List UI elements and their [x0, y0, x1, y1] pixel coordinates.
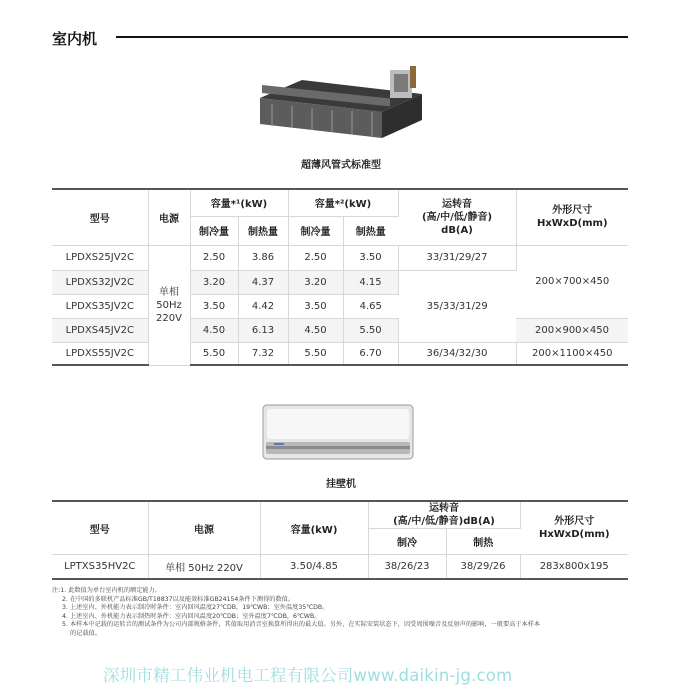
table-row [52, 342, 628, 365]
wall-unit-image [262, 404, 414, 460]
footnote: 3. 上述室内、外机能力表示制冷时条件：室内回风温度27℃DB，19℃WB；室外温度35℃DB。 [62, 604, 329, 612]
dims-cell: 200×900×450 [516, 318, 628, 342]
table-row [52, 555, 628, 579]
power-l3: 220V [156, 312, 182, 324]
col-c2-cooling: 制冷量 [288, 216, 343, 245]
footnote: 注:1. 此数值为单台室内机的额定能力。 [52, 587, 161, 594]
value-cell: 4.50 [288, 318, 343, 342]
col-dims [516, 189, 628, 245]
title-rule [116, 36, 628, 38]
noise-heat-cell: 38/29/26 [446, 555, 520, 579]
ducted-spec-table [52, 188, 628, 366]
value-cell: 3.50 [190, 294, 238, 318]
value-cell: 3.20 [288, 270, 343, 294]
value-cell: 5.50 [343, 318, 398, 342]
value-cell: 5.50 [288, 342, 343, 365]
col-c1-heating: 制热量 [238, 216, 288, 245]
footnote: 2. 在中国的多联机产品标准GB/T18837以及能效标准GB24154条件下测得的数值。 [62, 595, 295, 603]
noise-cell: 36/34/32/30 [398, 342, 516, 365]
col-model: 型号 [52, 189, 148, 245]
value-cell: 4.42 [238, 294, 288, 318]
noise-cool-cell: 38/26/23 [368, 555, 446, 579]
col-noise-l1: 运转音 [429, 503, 459, 514]
value-cell: 6.70 [343, 342, 398, 365]
col-model: 型号 [52, 501, 148, 555]
value-cell: 6.13 [238, 318, 288, 342]
col-capacity1: 容量*¹(kW) [190, 189, 288, 216]
model-cell: LPDXS45JV2C [52, 318, 148, 342]
table-row [52, 318, 628, 342]
noise-cell: 35/33/31/29 [398, 270, 516, 342]
footnote: 4. 上述室内、外机能力表示制热时条件：室内回风温度20℃DB；室外温度7℃DB，6℃WB。 [62, 612, 321, 620]
value-cell: 2.50 [288, 245, 343, 270]
col-c2-heating: 制热量 [343, 216, 398, 245]
col-noise [368, 501, 520, 529]
col-dims [520, 501, 628, 555]
dims-cell: 200×1100×450 [516, 342, 628, 365]
model-cell: LPDXS35JV2C [52, 294, 148, 318]
value-cell: 2.50 [190, 245, 238, 270]
value-cell: 3.20 [190, 270, 238, 294]
value-cell: 3.50 [343, 245, 398, 270]
value-cell: 5.50 [190, 342, 238, 365]
col-capacity: 容量(kW) [260, 501, 368, 555]
power-cell [148, 245, 190, 365]
col-cooling: 制冷 [368, 529, 446, 555]
footnote: 5. 本样本中记载的运转音的测试条件为公司内部规格条件，其值取用消音室换算所得出的最大值。另外，在实际安装状态下，因受周围噪音及反射声的影响，一般要高于本样本 [62, 621, 541, 629]
col-heating: 制热 [446, 529, 520, 555]
col-dims-l2: HxWxD(mm) [536, 218, 608, 230]
model-cell: LPDXS32JV2C [52, 270, 148, 294]
col-noise-l1: 运转音 [442, 198, 472, 210]
table-row [52, 245, 628, 270]
model-cell: LPDXS25JV2C [52, 245, 148, 270]
capacity-cell: 3.50/4.85 [260, 555, 368, 579]
value-cell: 3.86 [238, 245, 288, 270]
model-cell: LPDXS55JV2C [52, 342, 148, 365]
model-cell: LPTXS35HV2C [52, 555, 148, 579]
wall-spec-table [52, 500, 628, 580]
col-dims-l1: 外形尺寸 [552, 205, 593, 217]
col-power: 电源 [148, 189, 190, 245]
value-cell: 7.32 [238, 342, 288, 365]
power-l2: 50Hz [156, 299, 182, 311]
ducted-unit-image [252, 60, 427, 140]
col-noise-l2: (高/中/低/静音) [421, 211, 493, 223]
dims-cell: 200×700×450 [516, 245, 628, 318]
value-cell: 4.15 [343, 270, 398, 294]
col-c1-cooling: 制冷量 [190, 216, 238, 245]
ducted-caption: 超薄风管式标准型 [301, 160, 381, 171]
col-power: 电源 [148, 501, 260, 555]
dims-cell: 283x800x195 [520, 555, 628, 579]
value-cell: 4.50 [190, 318, 238, 342]
col-capacity2: 容量*²(kW) [288, 189, 398, 216]
value-cell: 4.37 [238, 270, 288, 294]
col-dims-l1: 外形尺寸 [554, 516, 595, 527]
value-cell: 3.50 [288, 294, 343, 318]
watermark: 深圳市精工伟业机电工程有限公司www.daikin-jg.com [103, 666, 513, 685]
footnotes [52, 587, 632, 639]
footnote: 的记载值。 [70, 629, 101, 637]
col-noise-l3: dB(A) [441, 224, 473, 236]
value-cell: 4.65 [343, 294, 398, 318]
power-cell: 单相 50Hz 220V [148, 555, 260, 579]
col-noise-l2: (高/中/低/静音)dB(A) [393, 516, 495, 527]
col-noise [398, 189, 516, 245]
col-dims-l2: HxWxD(mm) [538, 529, 610, 540]
power-l1: 单相 [159, 286, 179, 298]
noise-cell: 33/31/29/27 [398, 245, 516, 270]
wall-caption: 挂壁机 [326, 479, 356, 490]
section-title: 室内机 [52, 30, 98, 48]
